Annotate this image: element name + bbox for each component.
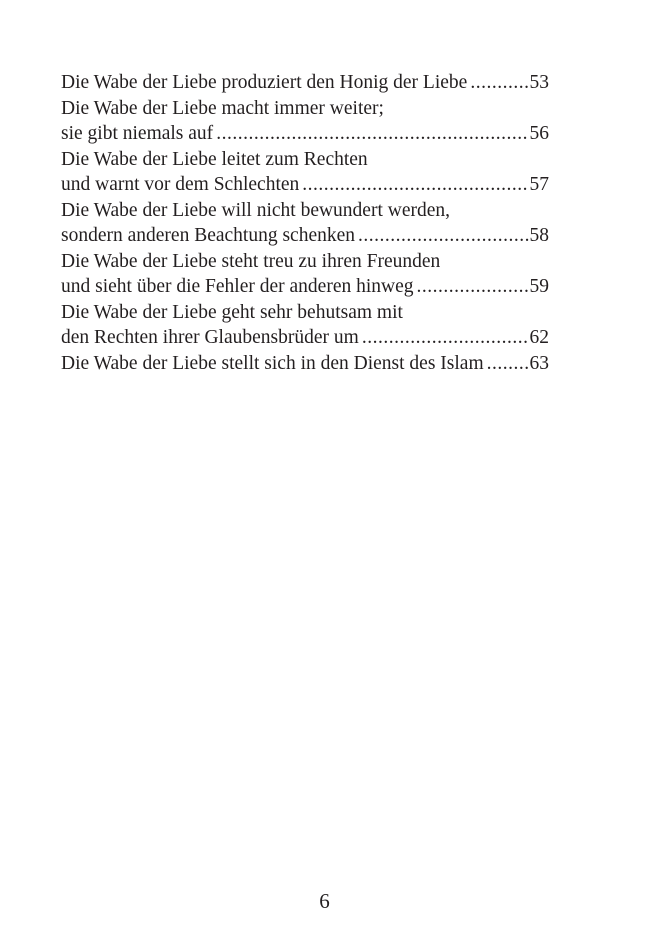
dot-leader <box>362 325 529 351</box>
toc-entry <box>61 96 549 147</box>
dot-leader <box>302 172 528 198</box>
table-of-contents <box>61 70 549 376</box>
toc-page-number: 62 <box>529 327 549 348</box>
toc-entry-title-continued: den Rechten ihrer Glaubensbrüder um <box>61 327 359 348</box>
dot-leader <box>358 223 528 249</box>
dot-leader <box>487 351 529 377</box>
toc-entry-title: Die Wabe der Liebe steht treu zu ihren Freunden <box>61 250 441 272</box>
toc-entry-line <box>61 351 549 377</box>
dot-leader <box>470 70 528 96</box>
toc-entry-line <box>61 223 549 249</box>
toc-entry <box>61 147 549 198</box>
toc-entry-title-continued: und sieht über die Fehler der anderen hinweg <box>61 276 414 297</box>
toc-entry <box>61 351 549 377</box>
toc-entry-title-continued: sie gibt niemals auf <box>61 123 214 144</box>
page-number: 6 <box>319 889 330 913</box>
toc-page-number: 57 <box>529 174 549 195</box>
toc-page-number: 56 <box>529 123 549 144</box>
toc-page-number: 53 <box>529 72 549 93</box>
toc-entry-title-continued: und warnt vor dem Schlechten <box>61 174 300 195</box>
toc-entry <box>61 70 549 96</box>
toc-entry-line <box>61 325 549 351</box>
toc-entry <box>61 249 549 300</box>
toc-page-number: 63 <box>529 352 549 374</box>
toc-entry-title: Die Wabe der Liebe leitet zum Rechten <box>61 148 368 170</box>
toc-page-number: 59 <box>529 276 549 297</box>
toc-entry-line <box>61 70 549 96</box>
toc-entry-title: Die Wabe der Liebe geht sehr behutsam mit <box>61 301 403 323</box>
toc-entry-title-continued: sondern anderen Beachtung schenken <box>61 225 356 246</box>
toc-entry-title: Die Wabe der Liebe macht immer weiter; <box>61 97 384 119</box>
dot-leader <box>216 121 528 147</box>
toc-entry-line <box>61 121 549 147</box>
toc-entry-line <box>61 172 549 198</box>
toc-entry <box>61 300 549 351</box>
toc-entry-title: Die Wabe der Liebe stellt sich in den Dienst des Islam <box>61 352 484 374</box>
toc-page-number: 58 <box>529 225 549 246</box>
toc-entry <box>61 198 549 249</box>
toc-entry-title: Die Wabe der Liebe produziert den Honig der Liebe <box>61 72 468 93</box>
dot-leader <box>417 274 529 300</box>
toc-entry-title: Die Wabe der Liebe will nicht bewundert werden, <box>61 199 451 221</box>
toc-entry-line <box>61 274 549 300</box>
